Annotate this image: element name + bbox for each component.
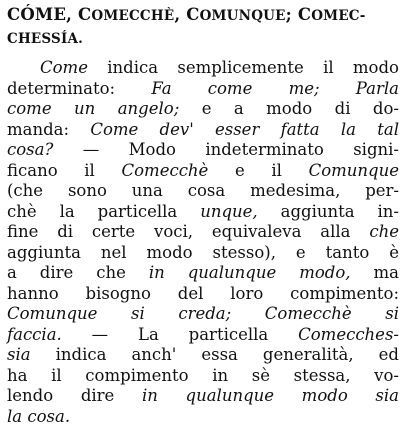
- heading-smallcaps: CHESSÍA.: [7, 31, 83, 47]
- text-line: [7, 140, 399, 161]
- text-line: [7, 366, 399, 387]
- heading-smallcaps: OMUNQUE: [200, 8, 286, 24]
- text-line: [7, 161, 399, 182]
- italic-segment: Comunque: [309, 161, 399, 180]
- text-line: [7, 222, 399, 243]
- text-segment: indica anch' essa generalità, ed: [31, 345, 399, 364]
- italic-segment: cosa?: [7, 140, 53, 159]
- text-segment: e il: [208, 161, 308, 180]
- italic-segment: Comunque si creda; Comecchè si: [7, 304, 399, 323]
- italic-segment: Come dev' esser fatta la tal: [90, 120, 399, 139]
- text-line: [7, 181, 399, 202]
- text-line: [7, 99, 399, 120]
- text-segment: aggiunta in-: [258, 202, 399, 221]
- text-segment: aggiunta nel modo stesso), e tanto è: [7, 243, 399, 262]
- text-line: [7, 325, 399, 346]
- italic-segment: la cosa.: [7, 407, 70, 426]
- text-segment: chè la particella: [7, 202, 200, 221]
- text-segment: lendo dire: [7, 386, 142, 405]
- heading-cap: C: [78, 5, 91, 24]
- text-line: [7, 243, 399, 264]
- text-segment: (che sono una cosa medesima, per-: [7, 181, 399, 200]
- text-line: [7, 386, 399, 407]
- text-segment: ficano il: [7, 161, 121, 180]
- text-line: [7, 58, 399, 79]
- heading-comma: ,: [174, 5, 180, 24]
- text-line: [7, 345, 399, 366]
- heading-smallcaps: OMECCHÈ: [91, 8, 174, 24]
- italic-segment: faccia.: [7, 325, 62, 344]
- text-segment: manda:: [7, 120, 90, 139]
- text-line: [7, 407, 399, 427]
- text-segment: indica semplicemente il modo: [88, 58, 399, 77]
- text-segment: — Modo indeterminato signi-: [53, 140, 399, 159]
- italic-segment: in qualunque modo sia: [142, 386, 399, 405]
- heading-cap: C: [186, 5, 199, 24]
- text-line: [7, 304, 399, 325]
- text-segment: — La particella: [62, 325, 298, 344]
- italic-segment: unque,: [200, 202, 257, 221]
- text-line: [7, 263, 399, 284]
- text-segment: ma: [351, 263, 399, 282]
- italic-segment: Comecches-: [298, 325, 399, 344]
- text-segment: e a modo di do-: [179, 99, 399, 118]
- text-segment: fine di certe voci, equivaleva alla: [7, 222, 369, 241]
- heading-cap: C: [298, 5, 311, 24]
- heading-punct: ;: [286, 5, 298, 24]
- text-line: [7, 202, 399, 223]
- heading-word-come: CÓME,: [7, 5, 72, 24]
- entry-heading: [7, 4, 399, 50]
- italic-segment: Comecchè: [121, 161, 208, 180]
- italic-segment: sia: [7, 345, 31, 364]
- text-segment: determinato:: [7, 79, 151, 98]
- italic-segment: in qualunque modo,: [149, 263, 351, 282]
- italic-segment: Fa come me; Parla: [151, 79, 399, 98]
- italic-segment: Come: [40, 58, 88, 77]
- text-line: [7, 120, 399, 141]
- text-segment: ha il compimento in sè stessa, vo-: [7, 366, 399, 385]
- text-segment: hanno bisogno del loro compimento:: [7, 284, 399, 303]
- heading-smallcaps: OMEC-: [311, 8, 365, 24]
- italic-segment: che: [369, 222, 399, 241]
- italic-segment: come un angelo;: [7, 99, 179, 118]
- text-segment: a dire che: [7, 263, 149, 282]
- text-line: [7, 79, 399, 100]
- entry-body: [7, 58, 399, 427]
- text-line: [7, 284, 399, 305]
